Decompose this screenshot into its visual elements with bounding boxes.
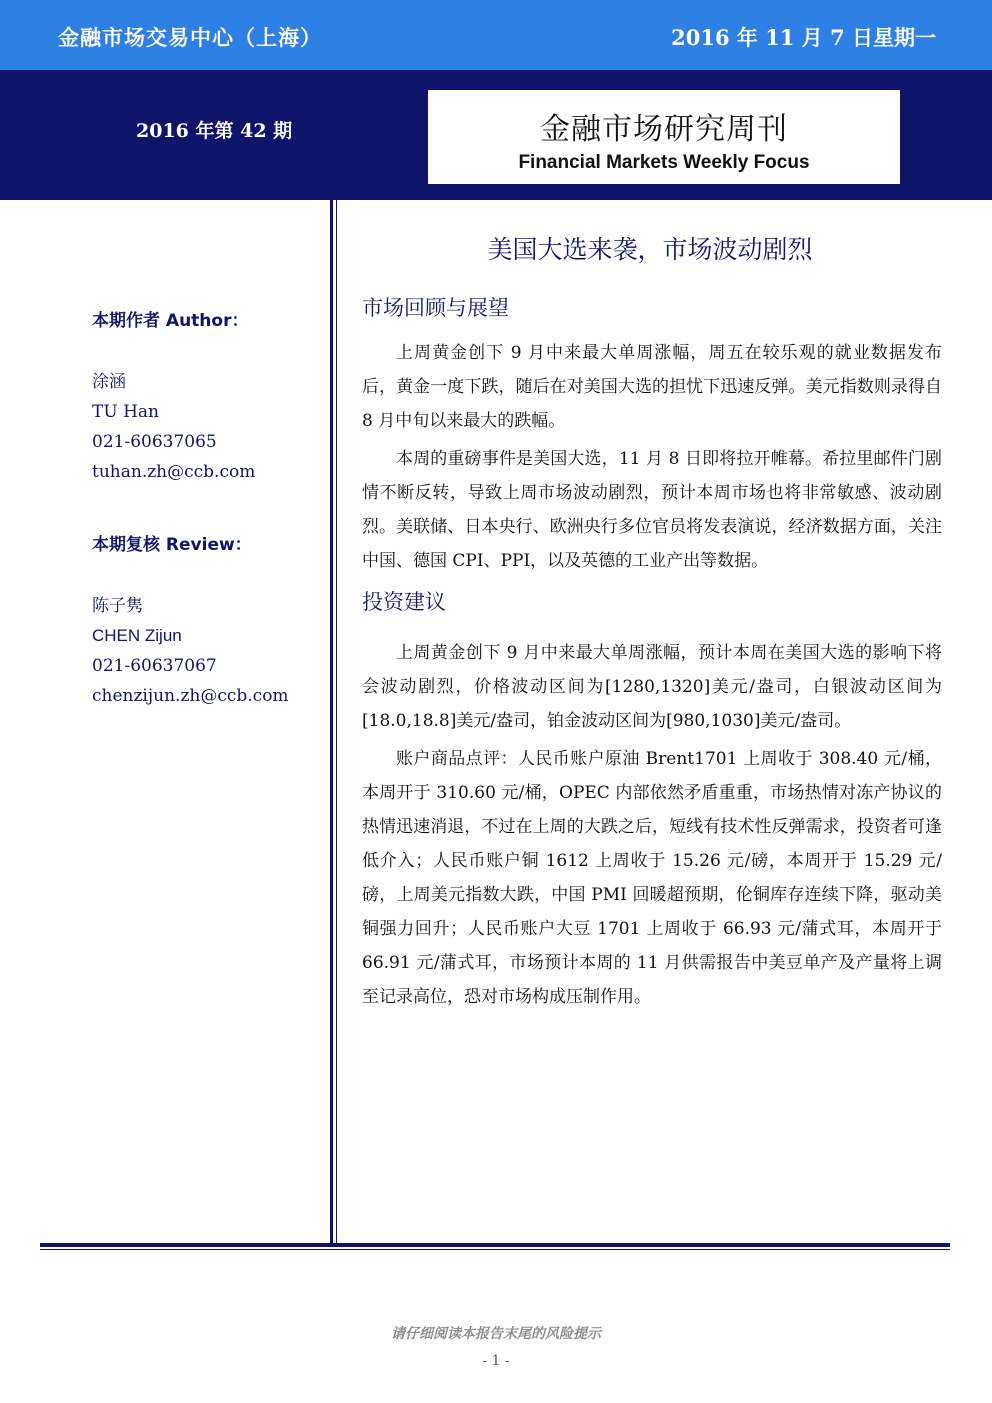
author-heading: 本期作者 Author： (92, 311, 249, 331)
review-heading: 本期复核 Review： (92, 535, 252, 555)
reviewer-name-en: CHEN Zijun (92, 626, 182, 645)
author-name-cn: 涂涵 (92, 372, 126, 392)
org-name: 金融市场交易中心（上海） (58, 26, 322, 50)
sidebar (92, 305, 322, 711)
article-title: 美国大选来袭，市场波动剧烈 (487, 235, 813, 264)
footer-rule-thin (40, 1249, 950, 1250)
report-date: 2016 年 11 月 7 日星期一 (671, 25, 936, 50)
author-email[interactable]: tuhan.zh@ccb.com (92, 462, 256, 482)
paragraph: 本周的重磅事件是美国大选，11 月 8 日即将拉开帷幕。希拉里邮件门剧情不断反转，导致上周市场波动剧烈，预计本周市场也将非常敏感、波动剧烈。美联储、日本央行、欧洲央行多位官员将发表演说，经济数据方面，关注中国、德国 CPI、PPI，以及英德的工业产出等数据。 (362, 449, 942, 571)
footer-rule (40, 1243, 950, 1247)
column-divider-thin (336, 200, 337, 1243)
issue-number: 2016 年第 42 期 (136, 120, 293, 142)
publication-title-en: Financial Markets Weekly Focus (518, 152, 810, 173)
paragraph: 账户商品点评：人民币账户原油 Brent1701 上周收于 308.40 元/桶，本周开于 310.60 元/桶，OPEC 内部依然矛盾重重，市场热情对冻产协议的热情迅速消退，不过在上周的大跌之后，短线有技术性反弹需求，投资者可逢低介入；人民币账户铜 1612 上周收于 15.26 元/磅，本周开于 15.29 元/磅，上周美元指数大跌，中国 PMI 回暖超预期，伦铜库存连续下降，驱动美铜强力回升；人民币账户大豆 1701 上周收于 66.93 元/蒲式耳，本周开于 66.91 元/蒲式耳，市场预计本周的 11 月供需报告中美豆单产及产量将上调至记录高位，恐对市场构成压制作用。 (362, 749, 942, 1007)
section-heading-investment-advice: 投资建议 (362, 590, 446, 614)
main-content (362, 230, 942, 1014)
author-phone: 021-60637065 (92, 432, 217, 452)
paragraph: 上周黄金创下 9 月中来最大单周涨幅，预计本周在美国大选的影响下将会波动剧烈，价格波动区间为[1280,1320]美元/盎司，白银波动区间为[18.0,18.8]美元/盎司，铂金波动区间为[980,1030]美元/盎司。 (362, 643, 942, 731)
reviewer-name-cn: 陈子隽 (92, 596, 143, 616)
section-heading-market-review: 市场回顾与展望 (362, 296, 509, 320)
paragraph: 上周黄金创下 9 月中来最大单周涨幅，周五在较乐观的就业数据发布后，黄金一度下跌，随后在对美国大选的担忧下迅速反弹。美元指数则录得自 8 月中旬以来最大的跌幅。 (362, 343, 942, 431)
reviewer-phone: 021-60637067 (92, 656, 217, 676)
masthead-band (0, 70, 992, 200)
top-bar (0, 0, 992, 70)
column-divider (330, 200, 333, 1243)
reviewer-email[interactable]: chenzijun.zh@ccb.com (92, 686, 289, 706)
author-name-en: TU Han (92, 402, 159, 422)
publication-title-box (428, 90, 900, 184)
page-number: - 1 - (482, 1353, 510, 1369)
risk-disclaimer-note: 请仔细阅读本报告末尾的风险提示 (391, 1326, 601, 1342)
publication-title-cn: 金融市场研究周刊 (540, 112, 788, 147)
